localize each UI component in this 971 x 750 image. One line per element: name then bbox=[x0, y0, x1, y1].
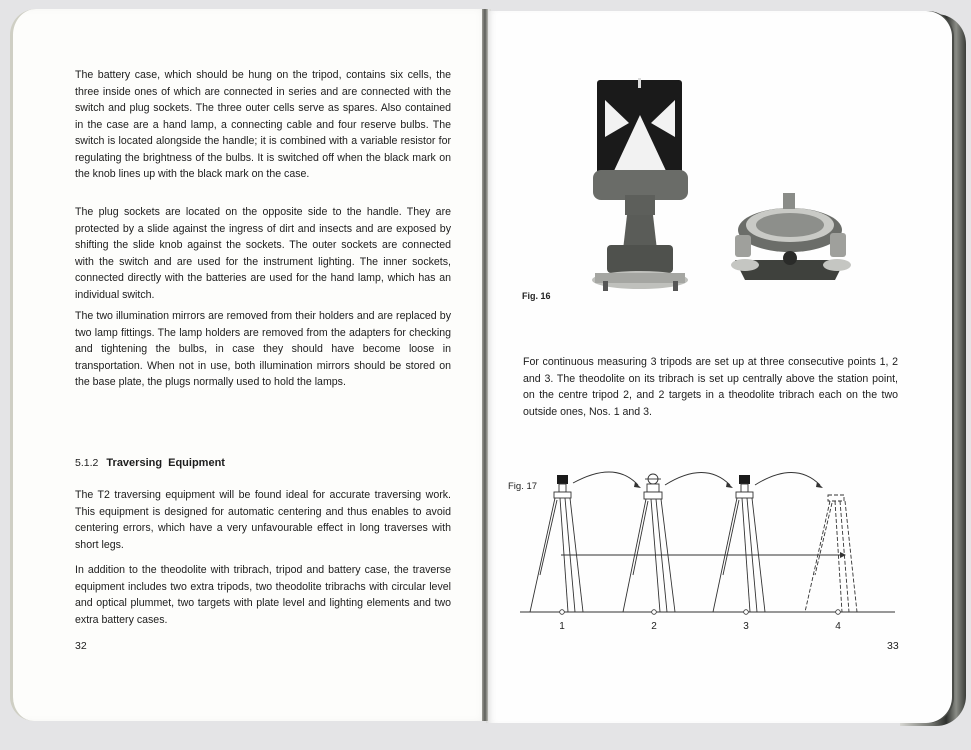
station-point-3 bbox=[744, 610, 749, 615]
paragraph-text: The T2 traversing equipment will be found ideal for accurate traversing work. This equipment is designed for automatic centering and thus enables to avoid centering errors, which have a very unfavourable effect in long traverses with short legs. bbox=[75, 489, 451, 551]
tripod-2-with-theodolite bbox=[623, 474, 675, 612]
paragraph-text: For continuous measuring 3 tripods are set up at three consecutive points 1, 2 and 3. The theodolite on its tribrach is set up centrally above the station point, on the centre tripod 2, and 2 targets in a theodolite tribrach each on the two outside ones, Nos. 1 and 3. bbox=[523, 356, 898, 418]
station-point-1 bbox=[560, 610, 565, 615]
curved-arrow-2 bbox=[665, 473, 730, 486]
paragraph-continuous-measuring bbox=[523, 354, 898, 420]
paragraph-plug-sockets bbox=[75, 204, 451, 303]
point-label-4: 4 bbox=[835, 621, 841, 632]
arrow-head bbox=[840, 552, 846, 558]
fig17-label: Fig. 17 bbox=[508, 481, 538, 492]
section-heading bbox=[75, 457, 225, 469]
book-gutter bbox=[482, 9, 488, 721]
target-plate-icon bbox=[597, 78, 682, 175]
point-label-2: 2 bbox=[651, 621, 657, 632]
section-number: 5.1.2 bbox=[75, 457, 99, 469]
paragraph-illumination-mirrors bbox=[75, 308, 451, 391]
paragraph-text: The battery case, which should be hung on the tripod, contains six cells, the three inside ones of which are connected in series and are connected with the switch and plug sockets. The three outer cells serve as spares. Also contained in the case are a hand lamp, a connecting cable and four reserve bulbs. The switch is located alongside the handle; it is combined with a variable resistor for regulating the brightness of the bulbs. It is switched off when the black mark on the knob lines up with the black mark on the case. bbox=[75, 69, 451, 180]
point-label-1: 1 bbox=[559, 621, 565, 632]
station-point-4 bbox=[836, 610, 841, 615]
point-label-3: 3 bbox=[743, 621, 749, 632]
curved-arrow-2-head bbox=[726, 482, 733, 488]
paragraph-text: The plug sockets are located on the opposite side to the handle. They are protected by a slide against the ingress of dirt and insects and are exposed by shifting the slide knob against the sockets. The outer sockets are connected with the switch and are used for the instrument lighting. The inner sockets, connected directly with the batteries are used for the hand lamp, which has an individual switch. bbox=[75, 206, 451, 301]
section-title: Traversing Equipment bbox=[106, 457, 225, 469]
fig16-photo bbox=[585, 75, 875, 300]
page-number-left: 32 bbox=[75, 640, 87, 652]
page-number-right: 33 bbox=[887, 640, 899, 652]
tribrach-icon bbox=[731, 193, 851, 280]
curved-arrow-1 bbox=[573, 472, 638, 485]
paragraph-traversing bbox=[75, 487, 451, 553]
fig17-diagram bbox=[505, 455, 905, 635]
station-point-2 bbox=[652, 610, 657, 615]
paragraph-text: In addition to the theodolite with tribrach, tripod and battery case, the traverse equipment includes two extra tripods, two theodolite tribrachs with circular level and optical plummet, two targets with plate level and lighting elements and two extra battery cases. bbox=[75, 564, 451, 626]
tripod-3-with-target bbox=[713, 475, 765, 612]
curved-arrow-3-head bbox=[816, 482, 823, 488]
tripod-4-dashed bbox=[805, 495, 857, 612]
target-stand-icon bbox=[592, 170, 688, 291]
fig16-label: Fig. 16 bbox=[522, 291, 551, 301]
paragraph-battery-case bbox=[75, 67, 451, 183]
curved-arrow-1-head bbox=[634, 482, 641, 488]
curved-arrow-3 bbox=[755, 473, 820, 486]
paragraph-equipment-list bbox=[75, 562, 451, 628]
paragraph-text: The two illumination mirrors are removed from their holders and are replaced by two lamp fittings. The lamp holders are removed from the adapters for checking and tightening the bulbs, in case they should have become loose in transportation. When not in use, both illumination mirrors should be stored on the base plate, the plugs normally used to hold the lamps. bbox=[75, 310, 451, 388]
tripod-1-with-target bbox=[530, 475, 583, 612]
